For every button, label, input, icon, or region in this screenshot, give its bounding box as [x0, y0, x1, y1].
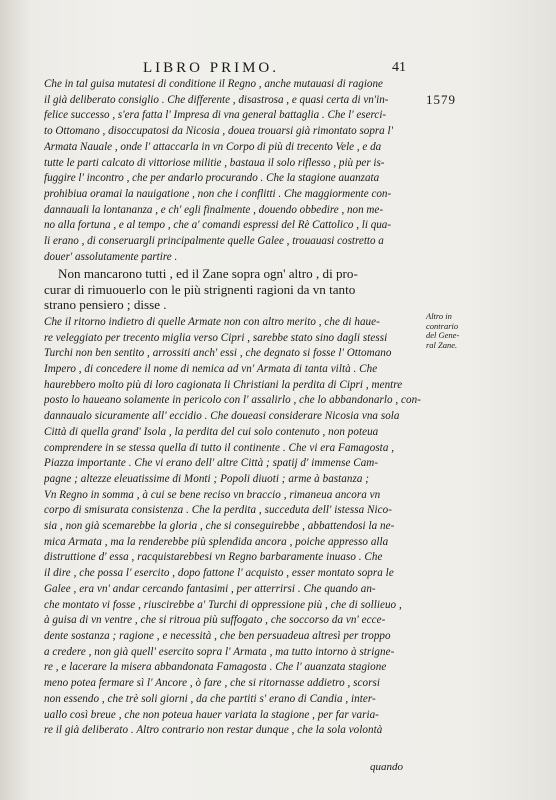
text-line: a credere , non già quell' esercito sopra l' Armata , ma tutto intorno à strigne- [44, 645, 395, 658]
margin-note-line: contrario [426, 320, 459, 331]
catchword: quando [370, 761, 403, 773]
margin-note-line: del Gene- [426, 330, 460, 340]
main-text [44, 77, 422, 739]
text-line: fuggire l' incontro , che per andarlo procurando . Che la stagione auanzata [44, 172, 380, 185]
text-line: douer' assolutamente partire . [44, 250, 178, 263]
text-line: to Ottomano , disoccupatosi da Nicosia , doueа trouarsi già rimontato sopra l' [44, 125, 393, 138]
margin-note [426, 312, 482, 350]
page-number: 41 [392, 60, 406, 75]
year-marginal: 1579 [426, 92, 456, 107]
text-line: Vn Regno in somma , à cui se bene reciso vn braccio , rimaneua ancora vn [44, 488, 381, 501]
paragraph-roman [44, 266, 424, 313]
text-line: posto lo haueano solamente in pericolo con l' assalirlo , che lo abbandonarlo , con- [44, 394, 421, 407]
text-line: meno potea fermare sì l' Ancore , ò fare , che si ritornasse addietro , scorsi [44, 677, 380, 690]
text-line: à guisa di vn ventre , che si ritroua più suffogato , che soccorso da vn' ecce- [44, 614, 386, 627]
margin-note-line: ral Zane. [426, 339, 458, 350]
text-line: che montato vi fosse , riuscirebbe a' Turchi di oppressione più , che di sollieuo , [44, 598, 402, 611]
margin-note-line: Altro in [426, 311, 452, 321]
text-line: li erano , di conseruargli principalmente quelle Galee , trouauasi costretto a [44, 235, 384, 248]
text-line: dente sostanza ; ragione , e necessità , che ben persuadeua altresì per troppo [44, 630, 391, 642]
text-line: Turchi non ben sentito , arrossiti anch' essi , che degnato si fosse l' Ottomano [44, 347, 392, 360]
text-line: re il già deliberato . Altro contrario non restar dunque , che la sola volontà [44, 724, 383, 737]
text-line: re , e lacerare la misera abbandonata Famagosta . Che l' auanzata stagione [44, 661, 387, 674]
text-line: il dire , che possa l' esercito , dopo fattone l' acquisto , esser montato sopra le [44, 567, 394, 580]
text-line: sia , non già scemarebbe la gloria , che si conseguirebbe , abbattendosi la ne- [44, 520, 395, 533]
text-line: curar di rimuouerlo con le più strignenti ragioni da vn tanto [44, 281, 356, 297]
text-line: re veleggiato per trecento miglia verso Cipri , sarebbe stato sino dagli stessi [44, 331, 388, 344]
paragraph-italic-2 [44, 315, 422, 739]
text-line: distruttione d' essa , racquistarebbesi vn Regno barbaramente inuaso . Che [44, 551, 383, 564]
text-line: Piazza importante . Che vi erano dell' altre Città ; spatij d' immense Cam- [44, 457, 379, 470]
text-line: Galee , era vn' andar cercando fantasimi , per atterrirsi . Che quando an- [44, 582, 376, 595]
text-line: non essendo , che trè soli giorni , da che partiti s' erano di Candia , inter- [44, 692, 376, 705]
text-line: haurebbero molto più di loro cagionata li Christiani la perdita di Cipri , mentre [44, 378, 403, 391]
paragraph-italic-1 [44, 77, 422, 265]
text-line: Che in tal guisa mutatesi di conditione il Regno , anche mutauasi di ragione [44, 78, 383, 90]
text-line: Che il ritorno indietro di quelle Armate non con altro merito , che di haue- [44, 315, 380, 328]
text-line: felice successo , s'era fatta l' Impresa di vna general battaglia . Che l' eserci- [44, 109, 387, 122]
text-line: il già deliberato consiglio . Che differente , disastrosa , e quasi certa di vn'in- [44, 93, 389, 106]
text-line: Armata Nauale , onde l' attaccarla in vn Corpo di più di trecento Vele , e da [44, 140, 382, 153]
text-line: dannaualo sicuramente all' eccidio . Che doueasi considerare Nicosia vna sola [44, 410, 400, 423]
text-line: strano pensiero ; disse . [44, 297, 167, 313]
text-line: dannauali la lontananza , e ch' egli finalmente , douendo obbedire , non me- [44, 203, 384, 216]
text-line: tutte le parti calcato di vittoriose militie , bastaua il solo riflesso , più per is- [44, 156, 385, 169]
text-line: Non mancarono tutti , ed il Zane sopra ogn' altro , di pro- [58, 266, 358, 282]
running-head: LIBRO PRIMO. [143, 60, 280, 76]
text-line: Città di quella grand' Isola , la perdita del cui solo contenuto , non poteua [44, 425, 379, 438]
text-line: pagne ; altezze eleuatissime di Monti ; Popoli diuoti ; arme à bastanza ; [44, 472, 370, 485]
text-line: mica Armata , ma la renderebbe più splendida ancora , poiche appresso alla [44, 535, 389, 548]
text-line: comprendere in se stessa quella di tutto il continente . Che vi era Famagosta , [44, 441, 395, 454]
text-line: Impero , di concedere il nome di nemica ad vn' Armata di tanta viltà . Che [44, 363, 378, 376]
text-line: prohibiua oramai la nauigatione , non che i conflitti . Che maggiormente con- [44, 187, 392, 200]
text-line: no alla fortuna , e al tempo , che a' comandi espressi del Rè Cattolico , li qua- [44, 219, 392, 232]
text-line: corpo di smisurata consistenza . Che la perdita , succeduta dell' istessa Nico- [44, 504, 392, 517]
text-line: uallo così breue , che non poteua hauer variata la stagione , per far varia- [44, 708, 379, 721]
